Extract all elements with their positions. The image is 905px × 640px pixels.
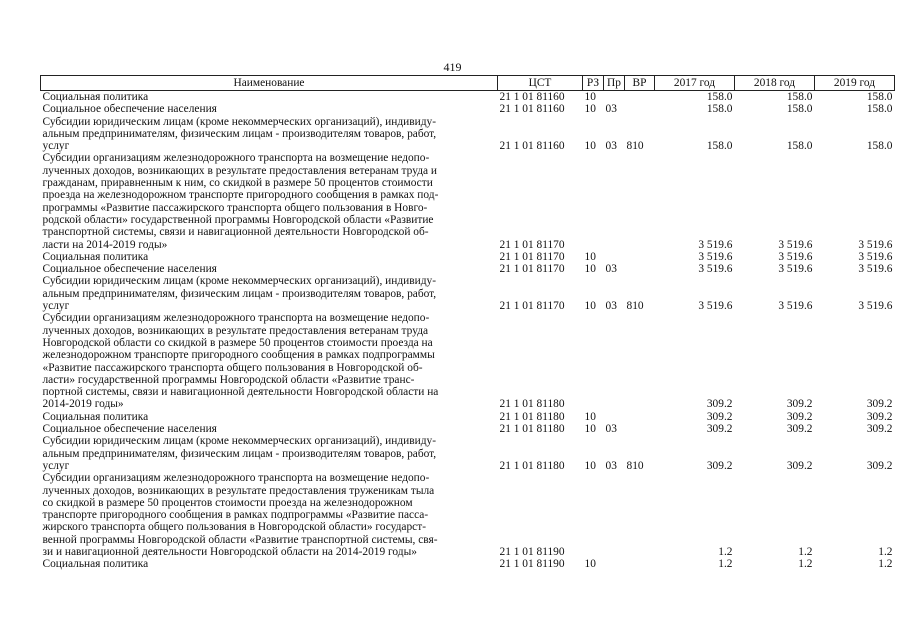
row-name-line: Социальное обеспечение населения xyxy=(42,423,217,436)
row-cst: 21 1 01 81190 xyxy=(499,558,565,571)
row-2017: 309.2 xyxy=(706,459,733,472)
row-cst: 21 1 01 81170 xyxy=(499,300,565,313)
row-cst: 21 1 01 81160 xyxy=(499,91,565,103)
row-2018: 3 519.6 xyxy=(778,263,813,276)
header-name: Наименование xyxy=(41,76,498,91)
row-name-line: проезда на железнодорожном транспорте пригородного сообщения в рамках под- xyxy=(42,189,439,202)
row-rz: 10 xyxy=(584,410,596,423)
row-2017: 1.2 xyxy=(718,558,733,571)
row-2018: 158.0 xyxy=(786,91,813,103)
row-rz: 10 xyxy=(584,263,596,276)
row-2018: 309.2 xyxy=(786,398,813,411)
row-vr xyxy=(625,558,655,570)
row-name-line: «Развитие пассажирского транспорта общего пользования в Новгородской об- xyxy=(42,361,423,374)
budget-table xyxy=(40,75,895,571)
header-pr: Пр xyxy=(604,76,625,91)
row-2017: 3 519.6 xyxy=(698,263,733,276)
row-vr: 810 xyxy=(626,459,644,472)
row-pr: 03 xyxy=(605,263,617,276)
row-2019: 309.2 xyxy=(866,459,893,472)
table-row xyxy=(41,103,895,115)
row-2017: 3 519.6 xyxy=(698,238,733,251)
row-pr: 03 xyxy=(605,423,617,436)
row-name xyxy=(41,411,498,423)
row-name xyxy=(41,152,498,250)
row-name-line: альным предпринимателям, физическим лицам - производителям товаров, работ, xyxy=(42,127,437,140)
row-rz: 10 xyxy=(584,250,596,263)
row-cst: 21 1 01 81180 xyxy=(499,398,565,411)
row-2017: 3 519.6 xyxy=(698,300,733,313)
row-name-line: услуг xyxy=(42,300,70,313)
row-name-line: жирского транспорта общего пользования в Новгородской области» государст- xyxy=(42,521,426,534)
row-name-line: гражданам, приравненным к ним, со скидкой в размере 50 процентов стоимости xyxy=(42,177,433,190)
row-rz: 10 xyxy=(584,423,596,436)
row-cst: 21 1 01 81190 xyxy=(499,545,565,558)
row-name-line: портной системы, связи и навигационной деятельности Новгородской области на xyxy=(42,386,439,399)
row-name-line: услуг xyxy=(42,140,70,153)
row-vr xyxy=(625,152,655,250)
table-row xyxy=(41,423,895,435)
row-2017: 3 519.6 xyxy=(698,250,733,263)
row-2018: 3 519.6 xyxy=(778,250,813,263)
row-vr: 810 xyxy=(626,300,644,313)
row-name-line: лученных доходов, возникающих в результате предоставления ветеранам труда xyxy=(42,324,429,337)
row-2018: 309.2 xyxy=(786,423,813,436)
row-rz xyxy=(583,312,604,410)
row-name xyxy=(41,251,498,263)
row-vr: 810 xyxy=(626,140,644,153)
row-name-line: программы «Развитие пассажирского транспорта общего пользования в Новго- xyxy=(42,201,428,214)
row-pr xyxy=(604,472,625,558)
row-vr xyxy=(625,423,655,435)
row-name-line: Субсидии организациям железнодорожного транспорта на возмещение недопо- xyxy=(42,472,430,485)
row-2019: 3 519.6 xyxy=(858,238,893,251)
row-pr xyxy=(604,558,625,570)
row-2018: 158.0 xyxy=(786,103,813,116)
row-2018: 309.2 xyxy=(786,410,813,423)
row-2019: 309.2 xyxy=(866,423,893,436)
row-pr xyxy=(604,411,625,423)
header-2018: 2018 год xyxy=(735,76,815,91)
row-2017: 158.0 xyxy=(706,103,733,116)
row-pr: 03 xyxy=(605,459,617,472)
table-row xyxy=(41,263,895,275)
row-2018: 1.2 xyxy=(798,545,813,558)
row-name-line: ласти» государственной программы Новгородской области «Развитие транс- xyxy=(42,373,415,386)
row-name-line: Новгородской области со скидкой в размере 50 процентов стоимости проезда на xyxy=(42,336,433,349)
row-2017: 309.2 xyxy=(706,423,733,436)
row-name-line: ласти на 2014-2019 годы» xyxy=(42,238,168,251)
row-pr: 03 xyxy=(605,300,617,313)
row-2017: 309.2 xyxy=(706,410,733,423)
row-rz: 10 xyxy=(584,300,596,313)
table-header-row xyxy=(41,76,895,91)
row-cst: 21 1 01 81170 xyxy=(499,263,565,276)
row-2018: 309.2 xyxy=(786,459,813,472)
row-name-line: Социальная политика xyxy=(42,250,149,263)
row-cst: 21 1 01 81170 xyxy=(499,250,565,263)
row-name xyxy=(41,472,498,558)
row-2018: 3 519.6 xyxy=(778,300,813,313)
table-row xyxy=(41,472,895,558)
row-vr xyxy=(625,263,655,275)
row-pr: 03 xyxy=(605,103,617,116)
row-cst: 21 1 01 81180 xyxy=(499,459,565,472)
table-row xyxy=(41,312,895,410)
row-2019: 309.2 xyxy=(866,398,893,411)
row-rz: 10 xyxy=(584,558,596,571)
table-row xyxy=(41,152,895,250)
header-2017: 2017 год xyxy=(655,76,735,91)
row-pr xyxy=(604,91,625,104)
row-2019: 309.2 xyxy=(866,410,893,423)
row-rz xyxy=(583,472,604,558)
row-cst: 21 1 01 81170 xyxy=(499,238,565,251)
row-name xyxy=(41,275,498,312)
row-rz xyxy=(583,152,604,250)
table-row xyxy=(41,435,895,472)
row-rz: 10 xyxy=(584,91,596,103)
row-vr xyxy=(625,312,655,410)
row-name xyxy=(41,116,498,153)
row-pr: 03 xyxy=(605,140,617,153)
row-vr xyxy=(625,251,655,263)
table-row xyxy=(41,91,895,104)
row-vr xyxy=(625,411,655,423)
row-name-line: лученных доходов, возникающих в результате предоставления труженикам тыла xyxy=(42,484,435,497)
row-2018: 3 519.6 xyxy=(778,238,813,251)
row-rz: 10 xyxy=(584,140,596,153)
row-2017: 158.0 xyxy=(706,91,733,103)
row-name-line: услуг xyxy=(42,459,70,472)
row-name xyxy=(41,435,498,472)
row-name-line: зи и навигационной деятельности Новгородской области на 2014-2019 годы» xyxy=(42,545,417,558)
row-2017: 158.0 xyxy=(706,140,733,153)
row-name-line: венной программы Новгородской области «Развитие транспортной системы, свя- xyxy=(42,533,438,546)
row-name-line: железнодорожном транспорте пригородного сообщения в рамках подпрограммы xyxy=(42,349,435,362)
row-cst: 21 1 01 81180 xyxy=(499,410,565,423)
header-vr: ВР xyxy=(625,76,655,91)
row-2019: 1.2 xyxy=(878,558,893,571)
row-name-line: Социальное обеспечение населения xyxy=(42,263,217,276)
row-name-line: Социальная политика xyxy=(42,558,149,571)
row-name xyxy=(41,558,498,570)
table-row xyxy=(41,116,895,153)
row-name-line: 2014-2019 годы» xyxy=(42,398,124,411)
row-name xyxy=(41,312,498,410)
row-pr xyxy=(604,312,625,410)
row-name-line: родской области» государственной программы Новгородской области «Развитие xyxy=(42,213,434,226)
row-2019: 158.0 xyxy=(866,140,893,153)
header-rz: РЗ xyxy=(583,76,604,91)
row-cst: 21 1 01 81160 xyxy=(499,140,565,153)
table-row xyxy=(41,275,895,312)
row-2019: 1.2 xyxy=(878,545,893,558)
row-name-line: Субсидии юридическим лицам (кроме некоммерческих организаций), индивиду- xyxy=(42,435,436,448)
row-name-line: альным предпринимателям, физическим лицам - производителям товаров, работ, xyxy=(42,447,437,460)
table-row xyxy=(41,251,895,263)
row-vr xyxy=(625,91,655,104)
row-2018: 1.2 xyxy=(798,558,813,571)
header-cst: ЦСТ xyxy=(498,76,583,91)
table-row xyxy=(41,558,895,570)
row-name-line: Субсидии организациям железнодорожного транспорта на возмещение недопо- xyxy=(42,152,430,165)
row-cst: 21 1 01 81180 xyxy=(499,423,565,436)
row-2019: 3 519.6 xyxy=(858,300,893,313)
row-name-line: транспортной системы, связи и навигационной деятельности Новгородской об- xyxy=(42,226,429,239)
row-name-line: альным предпринимателям, физическим лицам - производителям товаров, работ, xyxy=(42,287,437,300)
row-2019: 3 519.6 xyxy=(858,263,893,276)
header-2019: 2019 год xyxy=(815,76,895,91)
row-2019: 158.0 xyxy=(866,91,893,103)
row-name xyxy=(41,103,498,115)
row-name-line: лученных доходов, возникающих в результате предоставления ветеранам труда и xyxy=(42,164,437,177)
row-name-line: Субсидии юридическим лицам (кроме некоммерческих организаций), индивиду- xyxy=(42,115,436,128)
row-vr xyxy=(625,472,655,558)
row-2019: 3 519.6 xyxy=(858,250,893,263)
page-number: 419 xyxy=(443,60,462,74)
row-2017: 309.2 xyxy=(706,398,733,411)
row-2018: 158.0 xyxy=(786,140,813,153)
row-name-line: Социальная политика xyxy=(42,410,149,423)
row-name-line: Субсидии юридическим лицам (кроме некоммерческих организаций), индивиду- xyxy=(42,275,436,288)
row-pr xyxy=(604,251,625,263)
row-pr xyxy=(604,152,625,250)
row-name-line: Субсидии организациям железнодорожного транспорта на возмещение недопо- xyxy=(42,312,430,325)
row-cst: 21 1 01 81160 xyxy=(499,103,565,116)
row-name-line: Социальное обеспечение населения xyxy=(42,103,217,116)
row-2019: 158.0 xyxy=(866,103,893,116)
row-rz: 10 xyxy=(584,103,596,116)
row-name-line: транспорте пригородного сообщения в рамках подпрограммы «Развитие пасса- xyxy=(42,509,429,522)
row-name xyxy=(41,91,498,104)
row-vr xyxy=(625,103,655,115)
row-2017: 1.2 xyxy=(718,545,733,558)
row-rz: 10 xyxy=(584,459,596,472)
row-name xyxy=(41,423,498,435)
row-name-line: Социальная политика xyxy=(42,91,149,103)
row-name xyxy=(41,263,498,275)
table-row xyxy=(41,411,895,423)
row-name-line: со скидкой в размере 50 процентов стоимости проезда на железнодорожном xyxy=(42,496,413,509)
table-body xyxy=(41,91,895,571)
